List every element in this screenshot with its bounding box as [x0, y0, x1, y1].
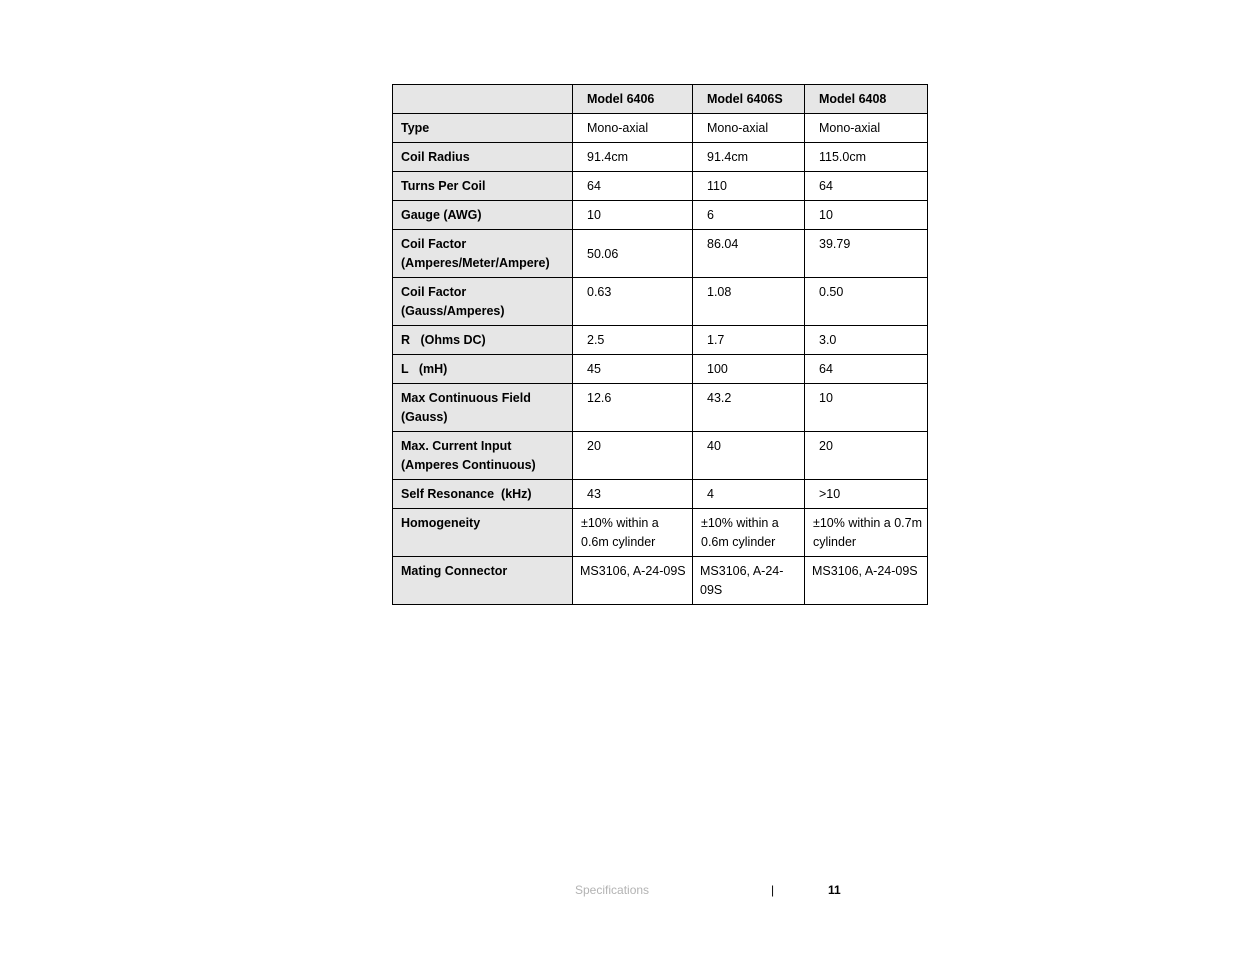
table-row [393, 355, 928, 384]
row-label: Coil Factor (Amperes/Meter/Ampere) [401, 237, 550, 270]
header-label: Model 6406S [707, 91, 783, 106]
page-number: 11 [828, 883, 841, 897]
footer-separator: | [771, 883, 775, 897]
table-row [393, 326, 928, 355]
table-row [393, 143, 928, 172]
cell-value: Mono-axial [587, 121, 649, 135]
cell-value: 91.4cm [587, 150, 628, 164]
cell-value: MS3106, A-24-09S [580, 564, 686, 578]
cell-value: 43.2 [707, 391, 732, 405]
specifications-table [392, 84, 928, 605]
cell-value: 10 [587, 208, 601, 222]
table-row [393, 278, 928, 326]
cell-value: 3.0 [819, 333, 837, 347]
table-row [393, 480, 928, 509]
cell-value: Mono-axial [819, 121, 881, 135]
cell-value: 2.5 [587, 333, 605, 347]
cell-value: 43 [587, 487, 601, 501]
cell-value: 10 [819, 391, 833, 405]
table-header-row [393, 85, 928, 114]
cell-value: 6 [707, 208, 714, 222]
cell-value: 115.0cm [819, 150, 867, 164]
table-row [393, 384, 928, 432]
cell-value: 110 [707, 179, 727, 193]
cell-value: Mono-axial [707, 121, 769, 135]
table-row [393, 557, 928, 605]
cell-value: 1.08 [707, 285, 732, 299]
row-label: R (Ohms DC) [401, 333, 486, 347]
cell-value: 10 [819, 208, 833, 222]
header-model-6406s [693, 85, 805, 114]
row-label: Gauge (AWG) [401, 208, 482, 222]
row-label: Coil Factor (Gauss/Amperes) [401, 285, 505, 318]
header-label: Model 6406 [587, 91, 655, 106]
row-label: Max Continuous Field (Gauss) [401, 391, 531, 424]
footer-section-title: Specifications [575, 883, 650, 897]
cell-value: 50.06 [587, 247, 619, 261]
header-label: Model 6408 [819, 91, 887, 106]
cell-value: 40 [707, 439, 721, 453]
cell-value: 86.04 [707, 237, 739, 251]
table-row [393, 432, 928, 480]
cell-value: 64 [587, 179, 601, 193]
cell-value: ±10% within a 0.7m cylinder [813, 516, 922, 549]
cell-value: 91.4cm [707, 150, 748, 164]
row-label: Coil Radius [401, 150, 470, 164]
row-label: Max. Current Input (Amperes Continuous) [401, 439, 536, 472]
cell-value: ±10% within a 0.6m cylinder [581, 516, 659, 549]
cell-value: 64 [819, 362, 833, 376]
cell-value: MS3106, A-24-09S [700, 564, 784, 597]
cell-value: 12.6 [587, 391, 612, 405]
cell-value: 64 [819, 179, 833, 193]
table-row [393, 201, 928, 230]
row-label: Self Resonance (kHz) [401, 487, 532, 501]
cell-value: 0.50 [819, 285, 844, 299]
table-row [393, 172, 928, 201]
cell-value: 20 [587, 439, 601, 453]
row-label: Homogeneity [401, 516, 481, 530]
cell-value: ±10% within a 0.6m cylinder [701, 516, 779, 549]
row-label: Type [401, 121, 430, 135]
cell-value: 1.7 [707, 333, 725, 347]
cell-value: 45 [587, 362, 601, 376]
cell-value: 20 [819, 439, 833, 453]
header-corner-cell [393, 85, 573, 114]
row-label: Turns Per Coil [401, 179, 486, 193]
header-model-6406 [573, 85, 693, 114]
table-row [393, 509, 928, 557]
cell-value: 0.63 [587, 285, 612, 299]
table-row [393, 114, 928, 143]
cell-value: 100 [707, 362, 728, 376]
cell-value: 4 [707, 487, 714, 501]
row-label: Mating Connector [401, 564, 508, 578]
cell-value: MS3106, A-24-09S [812, 564, 918, 578]
row-label: L (mH) [401, 362, 448, 376]
table-row [393, 230, 928, 278]
header-model-6408 [805, 85, 928, 114]
cell-value: >10 [819, 487, 841, 501]
cell-value: 39.79 [819, 237, 851, 251]
